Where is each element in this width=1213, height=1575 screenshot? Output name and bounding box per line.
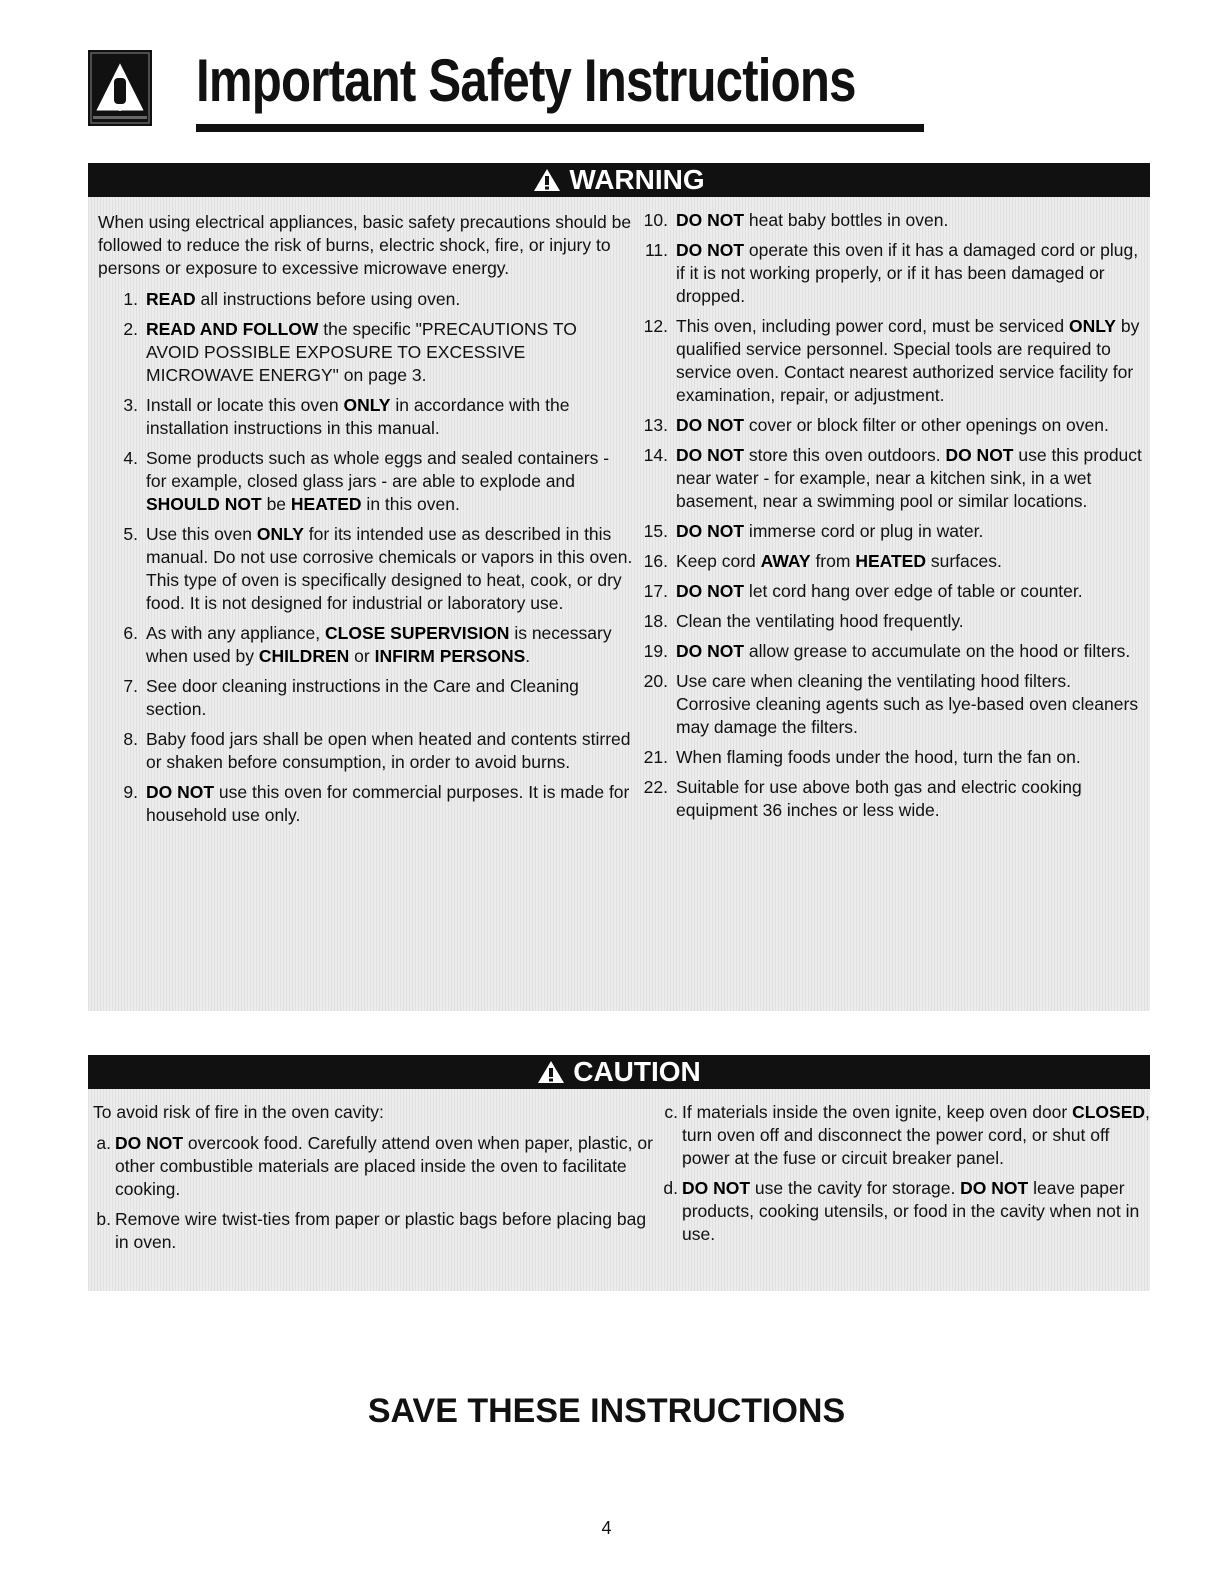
- warning-list-item: [633, 610, 1150, 633]
- list-item-number: c.: [664, 1102, 678, 1122]
- emphasis-text: AWAY: [760, 551, 811, 571]
- warning-intro: When using electrical appliances, basic safety precautions should be followed to reduce the risk of burns, electric shock, fire, or injury to persons or exposure to excessive microwave energy.: [98, 212, 632, 278]
- emphasis-text: DO NOT: [676, 240, 745, 260]
- body-text: Install or locate this oven: [146, 395, 344, 415]
- warning-left-column: [88, 197, 633, 834]
- list-item-text: [676, 444, 1150, 513]
- warning-list-item: [633, 444, 1150, 513]
- caution-list-item: [93, 1132, 658, 1201]
- list-item-text: [146, 288, 633, 311]
- warning-list-item: [633, 520, 1150, 543]
- list-item-text: [682, 1101, 1150, 1170]
- list-item-number: 9.: [123, 782, 138, 802]
- list-item-text: [146, 781, 633, 827]
- caution-header-bar: [88, 1055, 1150, 1089]
- list-item-number: 3.: [123, 395, 138, 415]
- list-item-text: [676, 209, 1150, 232]
- list-item-text: [676, 520, 1150, 543]
- list-item-number: 15.: [643, 521, 668, 541]
- list-item-text: [676, 315, 1150, 407]
- body-text: Baby food jars shall be open when heated and contents stirred or shaken before consumption, in order to avoid burns.: [146, 729, 631, 772]
- warning-list-item: [98, 781, 633, 827]
- list-item-text: [682, 1177, 1150, 1246]
- list-item-number: 22.: [643, 777, 668, 797]
- list-item-text: [676, 776, 1150, 822]
- list-item-text: [146, 622, 633, 668]
- warning-list-item: [98, 447, 633, 516]
- body-text: allow grease to accumulate on the hood or filters.: [744, 641, 1131, 661]
- body-text: If materials inside the oven ignite, keep oven door: [682, 1102, 1073, 1122]
- body-text: by qualified service personnel. Special tools are required to service oven. Contact nearest authorized service facility for examination, repair, or adjustment.: [676, 316, 1140, 405]
- emphasis-text: CLOSE SUPERVISION: [325, 623, 510, 643]
- body-text: store this oven outdoors.: [744, 445, 946, 465]
- body-text: overcook food. Carefully attend oven when paper, plastic, or other combustible materials are placed inside the oven to facilitate cooking.: [115, 1133, 653, 1199]
- list-item-text: [146, 523, 633, 615]
- list-item-text: [115, 1132, 658, 1201]
- list-item-number: 19.: [643, 641, 668, 661]
- body-text: Clean the ventilating hood frequently.: [676, 611, 964, 631]
- list-item-text: [676, 610, 1150, 633]
- caution-list-item: [660, 1177, 1150, 1246]
- body-text: leave paper products, cooking utensils, or food in the cavity when not in use.: [682, 1178, 1140, 1244]
- body-text: operate this oven if it has a damaged cord or plug, if it is not working properly, or if it has been damaged or dropped.: [676, 240, 1139, 306]
- caution-list-item: [93, 1208, 658, 1254]
- emphasis-text: DO NOT: [676, 445, 745, 465]
- body-text: Suitable for use above both gas and electric cooking equipment 36 inches or less wide.: [676, 777, 1082, 820]
- list-item-text: [676, 640, 1150, 663]
- body-text: , turn oven off and disconnect the power cord, or shut off power at the fuse or circuit breaker panel.: [682, 1102, 1150, 1168]
- warning-list-item: [633, 315, 1150, 407]
- list-item-text: [676, 670, 1150, 739]
- list-item-number: 20.: [643, 671, 668, 691]
- warning-list-item: [633, 640, 1150, 663]
- list-item-text: [146, 728, 633, 774]
- emphasis-text: DO NOT: [115, 1133, 184, 1153]
- warning-heading: WARNING: [569, 164, 705, 195]
- body-text: is necessary when used by: [146, 623, 612, 666]
- body-text: Use care when cleaning the ventilating hood filters. Corrosive cleaning agents such as lye-based oven cleaners may damage the filters.: [676, 671, 1139, 737]
- body-text: immerse cord or plug in water.: [744, 521, 984, 541]
- caution-list-item: [660, 1101, 1150, 1170]
- body-text: be: [261, 494, 291, 514]
- list-item-number: 10.: [643, 210, 668, 230]
- warning-list-item: [633, 239, 1150, 308]
- list-item-number: 12.: [643, 316, 668, 336]
- emphasis-text: DO NOT: [676, 210, 745, 230]
- body-text: Keep cord: [676, 551, 761, 571]
- body-text: This oven, including power cord, must be serviced: [676, 316, 1069, 336]
- emphasis-text: DO NOT: [676, 581, 745, 601]
- warning-list-right: [633, 209, 1150, 822]
- list-item-number: 16.: [643, 551, 668, 571]
- body-text: use the cavity for storage.: [750, 1178, 961, 1198]
- emphasis-text: DO NOT: [146, 782, 215, 802]
- list-item-text: [676, 414, 1150, 437]
- list-item-number: 7.: [123, 676, 138, 696]
- emphasis-text: ONLY: [343, 395, 391, 415]
- body-text: use this product near water - for example, near a kitchen sink, in a wet basement, near a swimming pool or similar locations.: [676, 445, 1142, 511]
- caution-box: [88, 1055, 1150, 1291]
- list-item-number: d.: [663, 1178, 678, 1198]
- body-text: let cord hang over edge of table or counter.: [744, 581, 1083, 601]
- list-item-number: 4.: [123, 448, 138, 468]
- list-item-number: 6.: [123, 623, 138, 643]
- emphasis-text: DO NOT: [682, 1178, 751, 1198]
- caution-heading: CAUTION: [573, 1056, 701, 1087]
- emphasis-text: READ: [146, 289, 196, 309]
- list-item-number: 1.: [123, 289, 138, 309]
- body-text: or: [349, 646, 375, 666]
- warning-box: [88, 163, 1150, 1011]
- warning-list-left: [98, 288, 633, 827]
- list-item-number: 21.: [643, 747, 668, 767]
- list-item-number: 5.: [123, 524, 138, 544]
- list-item-text: [115, 1208, 658, 1254]
- list-item-text: [146, 318, 633, 387]
- emphasis-text: CLOSED: [1072, 1102, 1146, 1122]
- body-text: for its intended use as described in this manual. Do not use corrosive chemicals or vapors in this oven. This type of oven is specifically designed to heat, cook, or dry food. It is not designed for industrial or laboratory use.: [146, 524, 633, 613]
- warning-list-item: [633, 776, 1150, 822]
- emphasis-text: DO NOT: [960, 1178, 1029, 1198]
- warning-list-item: [98, 523, 633, 615]
- emphasis-text: HEATED: [855, 551, 926, 571]
- emphasis-text: HEATED: [290, 494, 362, 514]
- body-text: cover or block filter or other openings on oven.: [744, 415, 1109, 435]
- warning-alert-icon: [533, 168, 561, 192]
- warning-list-item: [98, 728, 633, 774]
- body-text: As with any appliance,: [146, 623, 325, 643]
- warning-list-item: [633, 746, 1150, 769]
- list-item-number: 8.: [123, 729, 138, 749]
- body-text: in this oven.: [361, 494, 460, 514]
- warning-list-item: [633, 414, 1150, 437]
- page-title: Important Safety Instructions: [196, 47, 856, 114]
- warning-list-item: [633, 550, 1150, 573]
- emphasis-text: CHILDREN: [258, 646, 350, 666]
- body-text: use this oven for commercial purposes. It is made for household use only.: [146, 782, 630, 825]
- caution-intro: To avoid risk of fire in the oven cavity:: [93, 1102, 384, 1122]
- emphasis-text: ONLY: [256, 524, 304, 544]
- list-item-text: [146, 394, 633, 440]
- emphasis-text: DO NOT: [676, 521, 745, 541]
- emphasis-text: READ AND FOLLOW: [146, 319, 319, 339]
- body-text: .: [525, 646, 531, 666]
- list-item-number: 2.: [123, 319, 138, 339]
- warning-list-item: [98, 622, 633, 668]
- list-item-text: [676, 580, 1150, 603]
- list-item-text: [676, 746, 1150, 769]
- caution-list-right: [660, 1101, 1150, 1246]
- save-instructions-heading: SAVE THESE INSTRUCTIONS: [367, 1392, 846, 1430]
- warning-list-item: [633, 209, 1150, 232]
- warning-list-item: [633, 580, 1150, 603]
- warning-list-item: [98, 288, 633, 311]
- caution-alert-icon: [537, 1060, 565, 1084]
- body-text: Some products such as whole eggs and sealed containers - for example, closed glass jars - are able to explode and: [146, 448, 610, 491]
- body-text: all instructions before using oven.: [195, 289, 461, 309]
- warning-list-item: [98, 318, 633, 387]
- body-text: Remove wire twist-ties from paper or plastic bags before placing bag in oven.: [115, 1209, 647, 1252]
- body-text: in accordance with the installation instructions in this manual.: [146, 395, 570, 438]
- list-item-number: 13.: [643, 415, 668, 435]
- warning-list-item: [633, 670, 1150, 739]
- list-item-text: [676, 239, 1150, 308]
- list-item-number: a.: [96, 1133, 111, 1153]
- body-text: See door cleaning instructions in the Care and Cleaning section.: [146, 676, 579, 719]
- title-underline: [196, 124, 924, 132]
- caution-left-column: [88, 1089, 658, 1261]
- list-item-number: b.: [96, 1209, 111, 1229]
- list-item-number: 18.: [643, 611, 668, 631]
- caution-right-column: [658, 1089, 1150, 1261]
- warning-header-bar: [88, 163, 1150, 197]
- body-text: surfaces.: [925, 551, 1002, 571]
- caution-list-left: [93, 1132, 658, 1254]
- emphasis-text: DO NOT: [676, 415, 745, 435]
- emphasis-text: DO NOT: [945, 445, 1014, 465]
- body-text: the specific "PRECAUTIONS TO AVOID POSSIBLE EXPOSURE TO EXCESSIVE MICROWAVE ENERGY" on page 3.: [146, 319, 577, 385]
- emphasis-text: DO NOT: [676, 641, 745, 661]
- page-header: [88, 42, 856, 132]
- body-text: heat baby bottles in oven.: [744, 210, 949, 230]
- list-item-number: 11.: [644, 240, 668, 260]
- emphasis-text: INFIRM PERSONS: [374, 646, 526, 666]
- emphasis-text: ONLY: [1068, 316, 1116, 336]
- body-text: When flaming foods under the hood, turn the fan on.: [676, 747, 1081, 767]
- emphasis-text: SHOULD NOT: [146, 494, 262, 514]
- warning-triangle-hand-icon: [88, 50, 152, 126]
- body-text: Use this oven: [146, 524, 257, 544]
- list-item-number: 14.: [643, 445, 668, 465]
- body-text: from: [810, 551, 856, 571]
- page-number: 4: [601, 1518, 612, 1538]
- warning-list-item: [98, 675, 633, 721]
- warning-right-column: [633, 197, 1150, 834]
- list-item-number: 17.: [643, 581, 668, 601]
- warning-list-item: [98, 394, 633, 440]
- list-item-text: [146, 675, 633, 721]
- list-item-text: [676, 550, 1150, 573]
- list-item-text: [146, 447, 633, 516]
